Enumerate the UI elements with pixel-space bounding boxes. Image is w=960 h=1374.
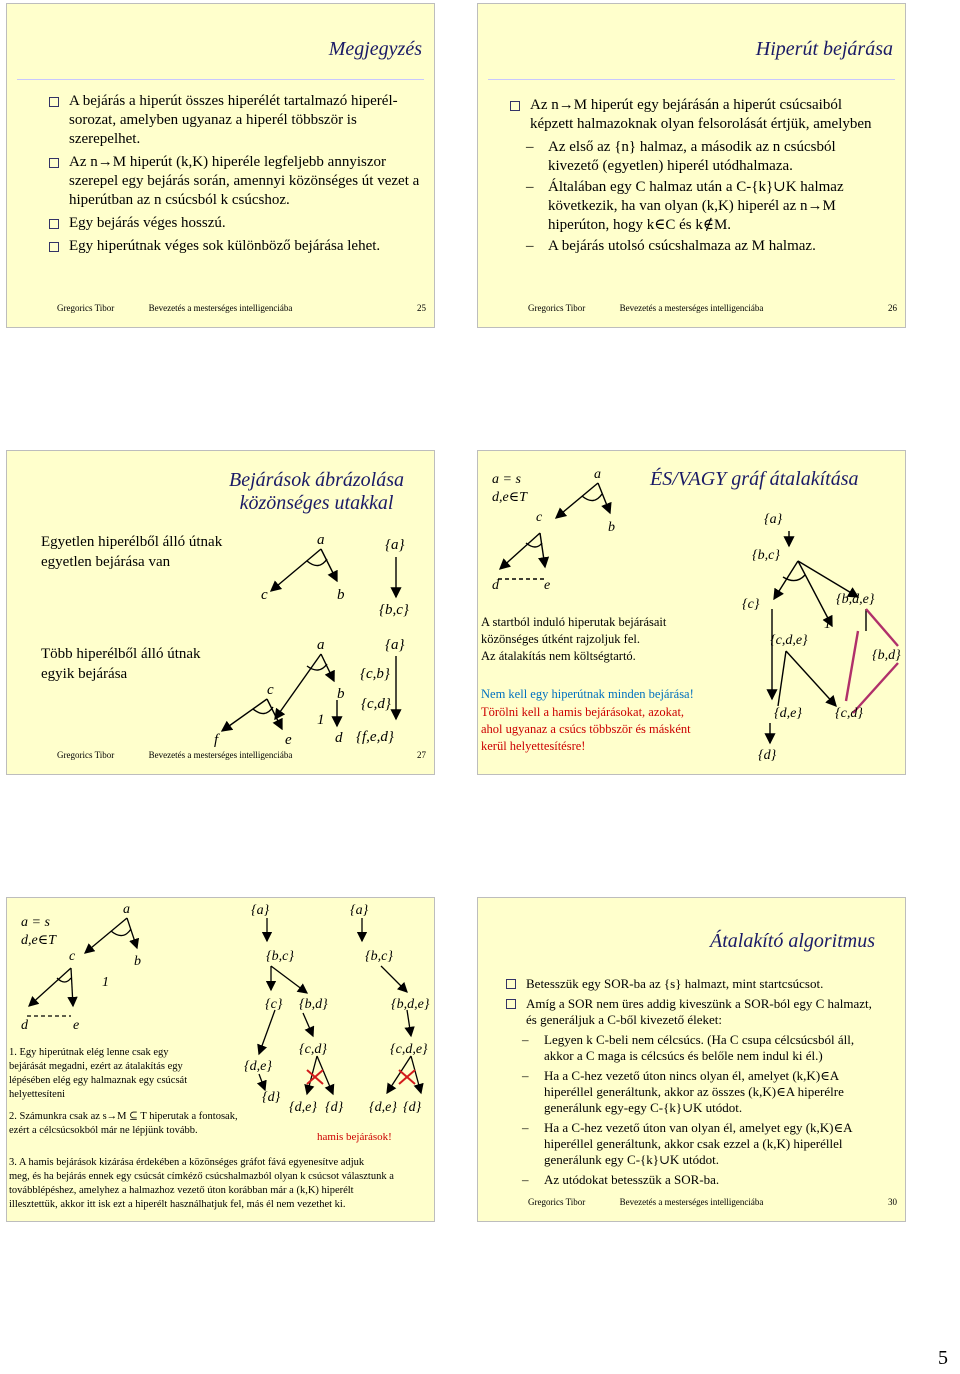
slide-29 (6, 897, 435, 1222)
dash-icon: – (522, 1172, 529, 1187)
slide-footer (478, 303, 905, 315)
dash-icon: – (522, 1120, 529, 1135)
slide-title: Megjegyzés (328, 38, 422, 60)
set-label: 1 (824, 617, 831, 632)
set-label: {c,d,e} (390, 1042, 428, 1057)
footer-course: Bevezetés a mesterséges intelligenciába (148, 303, 293, 313)
set-label: {b,d} (872, 648, 901, 663)
set-label: {b,d,e} (836, 592, 875, 607)
node-e: e (544, 578, 551, 593)
text-multi-hyperedge: Több hiperélből álló útnak egyik bejárása (41, 646, 201, 682)
node-c: c (536, 510, 543, 525)
square-bullet-icon (49, 158, 59, 168)
list-item: Egy bejárás véges hosszú. (47, 214, 422, 233)
node-a: a (317, 532, 325, 548)
false-traversal-label: hamis bejárások! (317, 1131, 392, 1143)
node-c: c (267, 682, 274, 698)
list-item: Amíg a SOR nem üres addig kiveszünk a SOR-ból egy C halmazt, és generáljuk a C-ből kivezető éleket: (504, 996, 884, 1028)
set-label: {c} (265, 997, 283, 1012)
sub-item: – Legyen k C-beli nem célcsúcs. (Ha C csupa célcsúcsból áll, akkor a C maga is célcsúcs és belőle nem indul ki él.) (522, 1032, 855, 1063)
node-b: b (134, 954, 141, 969)
slide-footer (7, 750, 434, 762)
dash-icon: – (526, 238, 534, 254)
start-equation: a = s d,e∈T (21, 915, 56, 948)
slide-title: ÉS/VAGY gráf átalakítása (650, 468, 859, 490)
node-b: b (337, 686, 345, 702)
square-bullet-icon (506, 999, 516, 1009)
footer-course: Bevezetés a mesterséges intelligenciába (619, 303, 764, 313)
start-equation: a = s d,e∈T (492, 472, 527, 505)
node-1: 1 (102, 975, 109, 990)
set-label: {d} (403, 1100, 422, 1115)
footer-page: 26 (888, 303, 897, 313)
footer-page: 27 (417, 750, 426, 760)
slide-title: Bejárások ábrázolása közönséges utakkal (229, 469, 404, 514)
set-label: {c} (742, 597, 760, 612)
square-bullet-icon (49, 242, 59, 252)
node-d: d (21, 1018, 28, 1033)
square-bullet-icon (510, 101, 520, 111)
list-item: A bejárás a hiperút összes hiperélét tartalmazó hiperél-sorozat, amelyben ugyanaz a hiperél többször is szerepelhet. (47, 92, 422, 149)
set-label: {a} (251, 903, 270, 918)
square-bullet-icon (506, 979, 516, 989)
set-label: {c,d} (835, 706, 863, 721)
node-c: c (69, 949, 76, 964)
footer-author: Gregorics Tibor (57, 750, 115, 760)
hypergraph-diagram (7, 451, 435, 775)
set-label: {f,e,d} (356, 729, 394, 745)
list-item: Az n→M hiperút (k,K) hiperéle legfeljebb annyiszor szerepel egy bejárás során, amennyi közönséges út vezet a hiperútban az n csúcsból k csúcshoz. (47, 153, 422, 210)
set-label: {b,d,e} (391, 997, 430, 1012)
set-label: {b,c} (752, 548, 780, 563)
node-d: d (492, 578, 499, 593)
set-label: {c,b} (360, 666, 390, 682)
dash-icon: – (522, 1068, 529, 1083)
set-label: {a} (764, 512, 783, 527)
sub-item: – Általában egy C halmaz után a C-{k}∪K halmaz következik, ha van olyan (k,K) hiperél az n→M hiperúton, hogy k∈C és k∉M. (526, 179, 844, 233)
set-label: {d} (758, 748, 777, 763)
set-label: {a} (385, 637, 405, 653)
set-label: {d} (262, 1090, 281, 1105)
footer-course: Bevezetés a mesterséges intelligenciába (619, 1197, 764, 1207)
footer-author: Gregorics Tibor (57, 303, 115, 313)
slide-26 (477, 3, 906, 328)
dash-icon: – (522, 1032, 529, 1047)
footer-course: Bevezetés a mesterséges intelligenciába (148, 750, 293, 760)
footer-page: 30 (888, 1197, 897, 1207)
slide-27 (6, 450, 435, 775)
set-label: {c,d} (361, 696, 391, 712)
sub-item: – Az első az {n} halmaz, a második az n csúcsból kivezető (egyetlen) hiperél utódhalmaza. (526, 139, 836, 174)
note-2: 2. Számunkra csak az s→M ⊆ T hiperutak a fontosak, ezért a célcsúcsokból már ne lépjünk tovább. (9, 1111, 238, 1136)
slide-title: Hiperút bejárása (755, 38, 893, 60)
node-d: d (335, 730, 343, 746)
node-a: a (317, 637, 325, 653)
node-f: f (214, 732, 219, 748)
set-label: {d,e} (369, 1100, 397, 1115)
slide-25 (6, 3, 435, 328)
title-rule (488, 79, 895, 80)
content-block (508, 96, 883, 258)
set-label: {b,c} (379, 602, 409, 618)
set-label: {b,c} (266, 949, 294, 964)
text-single-hyperedge: Egyetlen hiperélből álló útnak egyetlen bejárása van (41, 534, 223, 570)
node-c: c (261, 587, 268, 603)
slide-30 (477, 897, 906, 1222)
note-1: 1. Egy hiperútnak elég lenne csak egy bejárását megadni, ezért az átalakítás egy lépésében elég egy halmaznak egy csúcsát helyettesíteni (9, 1047, 188, 1100)
node-e: e (73, 1018, 80, 1033)
set-label: {d} (325, 1100, 344, 1115)
sub-item: – A bejárás utolsó csúcshalmaza az M halmaz. (526, 238, 816, 254)
node-1: 1 (317, 712, 325, 728)
set-label: {c,d} (299, 1042, 327, 1057)
page-number: 5 (938, 1347, 948, 1369)
dash-icon: – (526, 139, 534, 155)
and-or-graph-diagram (478, 451, 906, 775)
node-a: a (123, 902, 130, 917)
set-label: {d,e} (289, 1100, 317, 1115)
footer-page: 25 (417, 303, 426, 313)
slide-title: Átalakító algoritmus (710, 930, 875, 952)
note-3: 3. A hamis bejárások kizárása érdekében a közönséges gráfot fává egyenesítve adjuk meg, és ha bejárás ennek egy csúcsát címkéző csúcshalmazból olyan k csúcsot választunk a továbblépéshez, amelyhez a halmazhoz vezető úton korábban már a (k,K) hiperélt illesztettük, akkor itt isk ezt a hiperélt használhatjuk fel, más él nem vezethet ki. (9, 1157, 394, 1210)
set-label: {d,e} (774, 706, 802, 721)
sub-item: – Az utódokat betesszük a SOR-ba. (522, 1172, 720, 1187)
sub-item: – Ha a C-hez vezető úton nincs olyan él, amelyet (k,K)∈A hiperéllel generáltunk, akkor az összes (k,K)∈A hiperélre generálunk egy-egy C-{k}∪K utódot. (522, 1068, 844, 1115)
footer-author: Gregorics Tibor (528, 1197, 586, 1207)
node-b: b (337, 587, 345, 603)
sub-item: – Ha a C-hez vezető úton van olyan él, amelyet egy (k,K)∈A hiperéllel generáltunk, akkor csak ezzel a (k,K) hiperéllel generálunk egy C-{k}∪K utódot. (522, 1120, 852, 1167)
set-label: {c,d,e} (770, 633, 808, 648)
square-bullet-icon (49, 219, 59, 229)
slide-footer (7, 303, 434, 315)
square-bullet-icon (49, 97, 59, 107)
set-label: {a} (385, 537, 405, 553)
description-text: A startból induló hiperutak bejárásait közönséges útként rajzoljuk fel. Az átalakítás nem költségtartó. (481, 615, 667, 663)
red-note: Törölni kell a hamis bejárásokat, azokat, ahol ugyanaz a csúcs többször és másként kerül helyettesítésre! (481, 705, 691, 753)
content-block (504, 976, 884, 1190)
dash-icon: – (526, 179, 534, 195)
blue-note: Nem kell egy hiperútnak minden bejárása! (481, 687, 694, 701)
set-label: {b,c} (365, 949, 393, 964)
slide-28 (477, 450, 906, 775)
footer-author: Gregorics Tibor (528, 303, 586, 313)
title-rule (17, 79, 424, 80)
node-e: e (285, 732, 292, 748)
node-a: a (594, 467, 601, 482)
node-b: b (608, 520, 615, 535)
slide-footer (478, 1197, 905, 1209)
set-label: {a} (350, 903, 369, 918)
set-label: {b,d} (299, 997, 328, 1012)
set-label: {d,e} (244, 1059, 272, 1074)
list-item: Betesszük egy SOR-ba az {s} halmazt, mint startcsúcsot. (504, 976, 884, 992)
list-item: Az n→M hiperút egy bejárásán a hiperút csúcsaiból képzett halmazoknak olyan felsorolását értjük, amelyben (508, 96, 883, 134)
list-item: Egy hiperútnak véges sok különböző bejárása lehet. (47, 237, 422, 256)
bullet-list (47, 92, 422, 260)
